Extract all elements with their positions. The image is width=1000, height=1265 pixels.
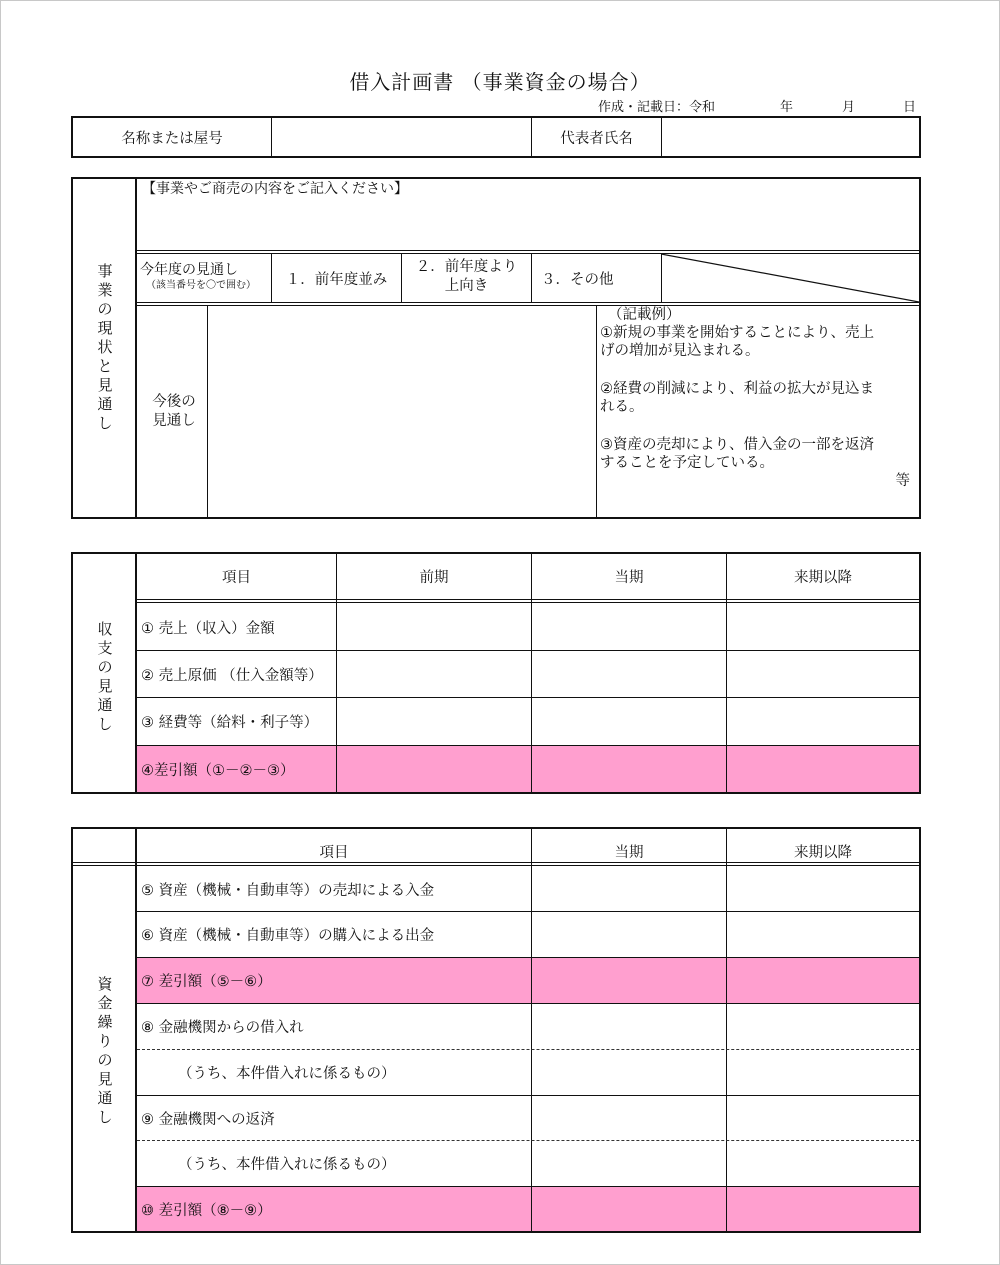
s2-header-next: 来期以降 [794,570,852,586]
s3-row-asset-sale: ⑤ 資産（機械・自動車等）の売却による入金 [141,882,435,899]
name-label: 名称または屋号 [121,130,223,147]
date-day: 日 [903,100,917,115]
date-year: 年 [780,100,794,115]
example-end: 等 [895,473,910,489]
representative-label: 代表者氏名 [560,130,633,147]
s3-row-difference-5-6: ⑦ 差引額（⑤－⑥） [141,974,272,990]
s2-cell-cost-next[interactable] [727,651,919,697]
example-box [600,306,918,490]
example-3-line2: することを予定している。 [600,455,774,471]
s3-cell-borrowing-current[interactable] [532,1004,726,1049]
name-field[interactable] [272,118,531,156]
s3-row-borrowing: ⑧ 金融機関からの借入れ [141,1020,304,1036]
s2-cell-sales-previous[interactable] [337,604,531,650]
s3-row-repayment-this-loan: （うち、本件借入れに係るもの） [178,1157,396,1173]
s3-cell-asset-sale-current[interactable] [532,867,726,911]
s3-cell-repayment-this-next[interactable] [727,1141,919,1186]
s3-cell-borrowing-this-next[interactable] [727,1050,919,1095]
s2-row-sales: ① 売上（収入）金額 [141,620,275,637]
s3-header-next: 来期以降 [794,844,852,861]
outlook-label [140,262,270,294]
s3-cell-asset-purchase-current[interactable] [532,912,726,957]
example-3-line1: ③資産の売却により、借入金の一部を返済 [600,437,874,453]
outlook-label-text: 今年度の見通し [140,262,238,278]
option-3[interactable]: ３．その他 [541,271,614,288]
s2-cell-cost-current[interactable] [532,651,726,697]
future-label-line2: 見通し [152,413,196,429]
s2-row-difference: ④差引額（①－②－③） [141,762,295,779]
s3-cell-repayment-this-current[interactable] [532,1141,726,1186]
s3-header-current: 当期 [614,844,644,861]
s3-row-difference-8-9: ⑩ 差引額（⑧－⑨） [141,1202,272,1219]
future-label-line1: 今後の [152,394,196,410]
s2-cell-expenses-current[interactable] [532,698,726,745]
date-month: 月 [842,100,856,115]
date-label: 作成・記載日：令和 [598,100,716,115]
outlook-note: （該当番号を〇で囲む） [146,280,256,291]
s3-cell-repayment-current[interactable] [532,1096,726,1140]
option-1[interactable]: １．前年度並み [285,271,388,288]
representative-field[interactable] [662,118,919,156]
section1-side-label: 事 業 の 現 状 と 見 通 し [97,262,113,432]
s2-cell-expenses-previous[interactable] [337,698,531,745]
future-outlook-field[interactable] [208,307,596,517]
s2-header-item: 項目 [222,570,251,586]
s3-cell-repayment-next[interactable] [727,1096,919,1140]
s2-row-expenses: ③ 経費等（給料・利子等） [141,715,319,731]
section2-side-label: 収 支 の 見 通 し [97,620,113,733]
option-2-line2: 上向き [444,278,489,294]
example-1-line2: げの増加が見込まれる。 [600,343,760,359]
s3-cell-asset-purchase-next[interactable] [727,912,919,957]
example-1-line1: ①新規の事業を開始することにより、売上 [600,325,874,341]
example-title: （記載例） [608,307,681,323]
s2-header-previous: 前期 [419,570,449,586]
s2-header-current: 当期 [614,570,644,586]
example-2-line1: ②経費の削減により、利益の拡大が見込ま [600,381,874,397]
s2-cell-sales-next[interactable] [727,604,919,650]
diagonal-slash [661,254,919,302]
s2-cell-cost-previous[interactable] [337,651,531,697]
future-outlook-label [142,393,206,431]
section3-side-label: 資 金 繰 り の 見 通 し [97,975,113,1126]
s3-row-repayment: ⑨ 金融機関への返済 [141,1111,275,1128]
s3-row-asset-purchase: ⑥ 資産（機械・自動車等）の購入による出金 [141,928,435,944]
example-2-line2: れる。 [600,399,644,415]
s3-cell-borrowing-next[interactable] [727,1004,919,1049]
s3-cell-asset-sale-next[interactable] [727,867,919,911]
s2-cell-sales-current[interactable] [532,604,726,650]
option-2-line1: ２．前年度より [415,259,518,275]
s3-header-item: 項目 [319,844,349,861]
s3-cell-borrowing-this-current[interactable] [532,1050,726,1095]
s2-cell-expenses-next[interactable] [727,698,919,745]
business-description-instruction: 【事業やご商売の内容をご記入ください】 [142,181,408,197]
s3-row-borrowing-this-loan: （うち、本件借入れに係るもの） [178,1066,396,1082]
option-2[interactable] [402,258,531,296]
business-description-field[interactable] [137,198,919,250]
page-title: 借入計画書 （事業資金の場合） [349,70,651,94]
s2-row-cost-of-sales: ② 売上原価 （仕入金額等） [141,667,323,684]
